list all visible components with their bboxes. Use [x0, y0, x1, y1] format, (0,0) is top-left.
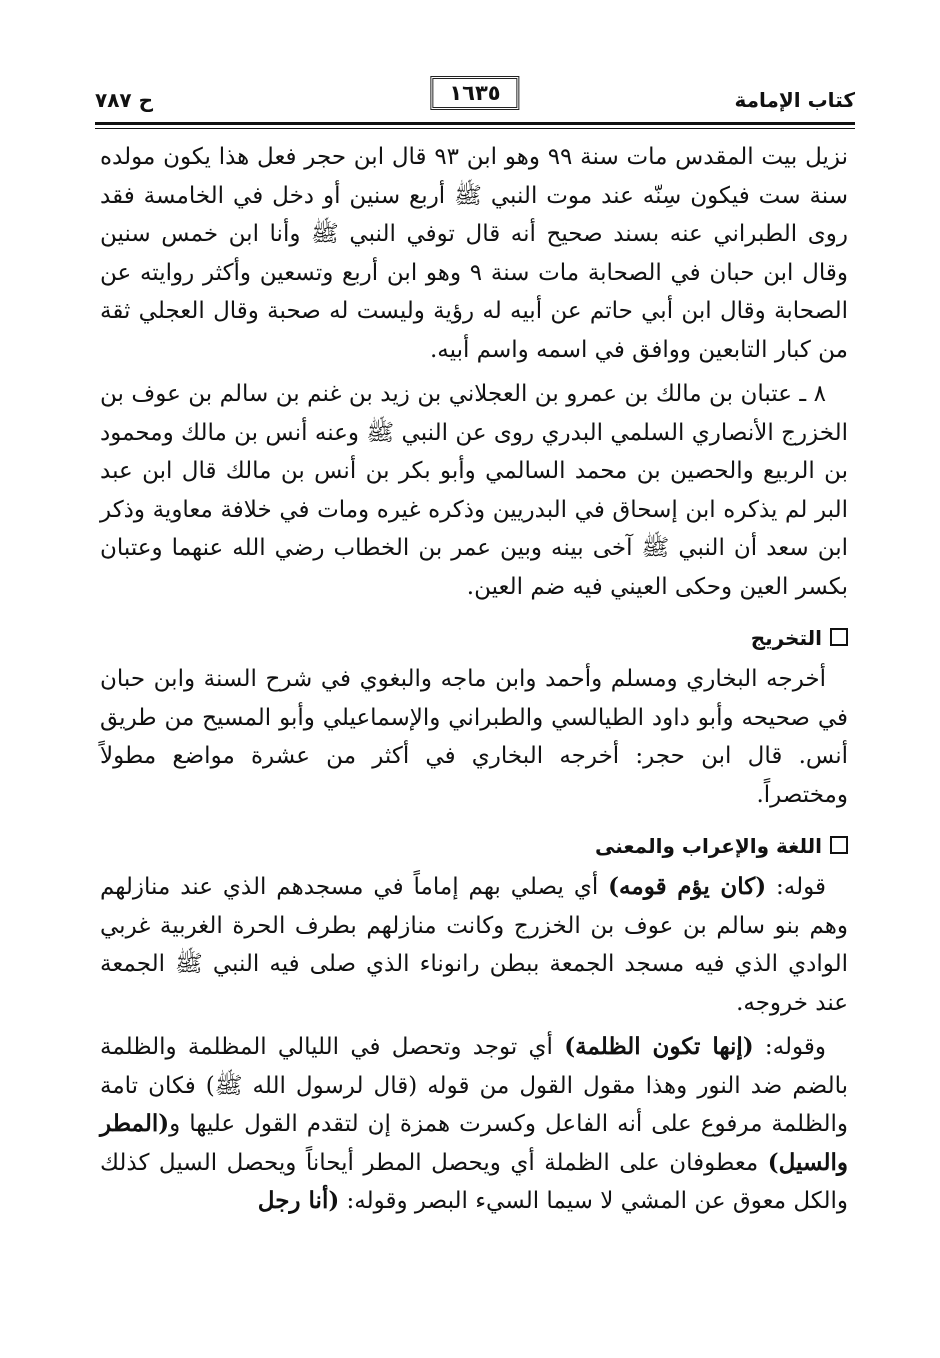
section-title-lugha: اللغة والإعراب والمعنى [594, 834, 822, 858]
square-bullet-icon [830, 836, 848, 854]
text-run: معطوفان على الظملة أي ويحصل المطر أيحاناً ويحصل السيل كذلك والكل معوق عن المشي لا سيما السيء البصر وقوله: [100, 1149, 848, 1214]
quoted-term: (كان يؤم قومه) [608, 873, 767, 900]
page-number: ١٦٣٥ [430, 76, 519, 110]
section-title-takhrij: التخريج [750, 626, 822, 650]
page-body [100, 138, 848, 1221]
section-heading-takhrij [100, 620, 848, 656]
quoted-term: (أنا رجل [257, 1187, 340, 1214]
paragraph-takhrij: أخرجه البخاري ومسلم وأحمد وابن ماجه والبغوي في شرح السنة وابن حبان في صحيحه وأبو داود الطيالسي والطبراني والإسماعيلي وأبو المسيح من طريق أنس. قال ابن حجر: أخرجه البخاري في أكثر من عشرة مواضع مطولاً ومختصراً. [100, 666, 848, 808]
text-run: أي توجد وتحصل في الليالي المظلمة والظلمة بالضم ضد النور وهذا مقول القول من قوله (قال لرسول الله ﷺ) فكان تامة والظلمة مرفوع على أنه الفاعل وكسرت همزة إن لتقدم القول عليها و [100, 1034, 848, 1137]
paragraph-biography-1: نزيل بيت المقدس مات سنة ٩٩ وهو ابن ٩٣ قال ابن حجر فعل هذا يكون مولده سنة ست فيكون سِنّه عند موت النبي ﷺ أربع سنين أو دخل في الخامسة فقد روى الطبراني عنه بسند صحيح أنه قال توفي النبي ﷺ وأنا ابن خمس سنين وقال ابن حبان في الصحابة مات سنة ٩ وهو ابن أربع وتسعين وأكثر روايته عن الصحابة وقال ابن أبي حاتم عن أبيه له رؤية وليست له صحبة وقال العجلي ثقة من كبار التابعين ووافق في اسمه واسم أبيه. [100, 144, 848, 363]
paragraph-biography-2: ٨ ـ عتبان بن مالك بن عمرو بن العجلاني بن زيد بن غنم بن سالم بن عوف بن الخزرج الأنصاري السلمي البدري روى عن النبي ﷺ وعنه أنس بن مالك ومحمود بن الربيع والحصين بن محمد السالمي وأبو بكر بن أنس بن مالك قال ابن عبد البر لم يذكره ابن إسحاق في البدريين وذكره غيره ومات في خلافة معاوية وذكر ابن سعد أن النبي ﷺ آخى بينه وبين عمر بن الخطاب رضي الله عنهما وعتبان بكسر العين وحكى العيني فيه ضم العين. [100, 381, 848, 600]
header-rule [95, 122, 855, 129]
text-run: أي يصلي بهم إماماً في مسجدهم الذي عند منازلهم وهم بنو سالم بن عوف بن الخزرج وكانت منازلهم بطرف الحرة الغربية غربي الوادي الذي فيه مسجد الجمعة ببطن رانوناء الذي صلى فيه النبي ﷺ الجمعة عند خروجه. [100, 874, 848, 1016]
page-header [95, 72, 855, 120]
paragraph-lugha-2 [100, 1028, 848, 1221]
book-title: كتاب الإمامة [734, 88, 855, 112]
section-heading-lugha [100, 828, 848, 864]
hadith-reference: ح ٧٨٧ [95, 88, 154, 112]
square-bullet-icon [830, 628, 848, 646]
quoted-term: (إنها تكون الظلمة) [564, 1033, 754, 1060]
quoted-term: (المطر والسيل) [100, 1110, 848, 1176]
text-run: قوله: [766, 874, 826, 900]
text-run: وقوله: [753, 1034, 826, 1060]
paragraph-lugha-1 [100, 868, 848, 1022]
